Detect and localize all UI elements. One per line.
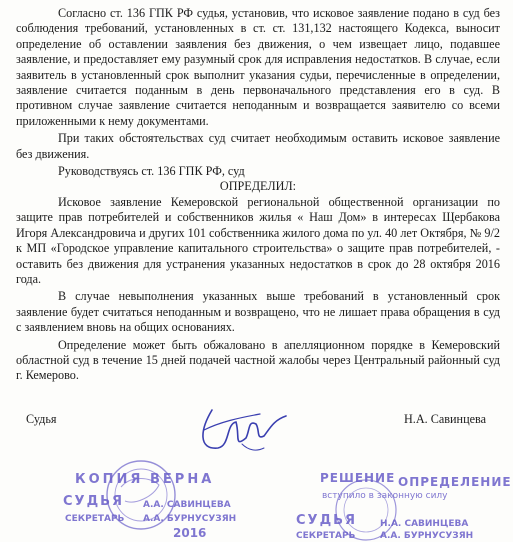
paragraph-ruling: Исковое заявление Кемеровской региональной общественной организации по защите прав потребителей и собственников жилья « Наш Дом» в интересах Щербакова Игоря Александровича и других 101 собственника жилого дома по ул. 40 лет Октября, № 9/2 к МП «Городское управление капитального строительства» о защите прав потребителей, - оставить без движения для устранения указанных недостатков в срок до 28 октября 2016 года.: [16, 194, 500, 286]
entered-into-force-stamp: [280, 468, 512, 542]
svg-text:СЕКРЕТАРЬ: СЕКРЕТАРЬ: [65, 514, 125, 524]
paragraph-noncompliance: В случае невыполнения указанных выше требований в установленный срок заявление будет считаться неподанным и возвращено, что не лишает права обращения в суд с заявлением вновь на общих основаниях.: [16, 289, 500, 335]
document-body: [16, 6, 500, 384]
svg-text:СУДЬЯ: СУДЬЯ: [296, 513, 358, 528]
judge-name: Н.А. Савинцева: [403, 412, 486, 426]
copy-certified-stamp: [55, 455, 245, 542]
ruling-heading: ОПРЕДЕЛИЛ:: [219, 179, 297, 194]
judge-title: Судья: [26, 412, 57, 426]
svg-text:вступило в законную силу: вступило в законную силу: [322, 491, 448, 501]
svg-text:РЕШЕНИЕ: РЕШЕНИЕ: [320, 471, 396, 485]
svg-text:КОПИЯ: КОПИЯ: [75, 472, 144, 487]
svg-text:А.А. БУРНУСУЗЯН: А.А. БУРНУСУЗЯН: [143, 514, 237, 524]
paragraph-guided-by: Руководствуясь ст. 136 ГПК РФ, суд: [58, 164, 245, 179]
svg-text:ВЕРНА: ВЕРНА: [150, 472, 215, 487]
paragraph-appeal: Определение может быть обжаловано в апелляционном порядке в Кемеровский областной суд в течение 15 дней подачей частной жалобы через Центральный районный суд г. Кемерово.: [16, 337, 500, 383]
svg-text:А.А. БУРНУСУЗЯН: А.А. БУРНУСУЗЯН: [380, 531, 474, 541]
svg-text:2016: 2016: [173, 526, 207, 540]
svg-text:Н.А. САВИНЦЕВА: Н.А. САВИНЦЕВА: [380, 519, 469, 529]
paragraph-legal-basis: Согласно ст. 136 ГПК РФ судья, установив, что исковое заявление подано в суд без соблюдения требований, установленных в ст. ст. 131,132 настоящего Кодекса, выносит определение об оставлении заявления без движения, о чем извещает лицо, подавшее заявление, и предоставляет ему разумный срок для исправления недостатков. В случае, если заявитель в установленный срок выполнит указания судьи, перечисленные в определении, заявление считается поданным в день первоначального представления его в суд. В противном случае заявление считается неподанным и возвращается заявителю со всеми приложенными к нему документами.: [16, 6, 500, 128]
paragraph-circumstances: При таких обстоятельствах суд считает необходимым оставить исковое заявление без движения.: [16, 131, 500, 161]
svg-text:А.А. САВИНЦЕВА: А.А. САВИНЦЕВА: [143, 500, 231, 510]
svg-text:ОПРЕДЕЛЕНИЕ: ОПРЕДЕЛЕНИЕ: [398, 475, 512, 489]
svg-text:СУДЬЯ: СУДЬЯ: [63, 494, 125, 509]
svg-text:СЕКРЕТАРЬ: СЕКРЕТАРЬ: [296, 531, 356, 541]
handwritten-signature: [190, 400, 300, 460]
